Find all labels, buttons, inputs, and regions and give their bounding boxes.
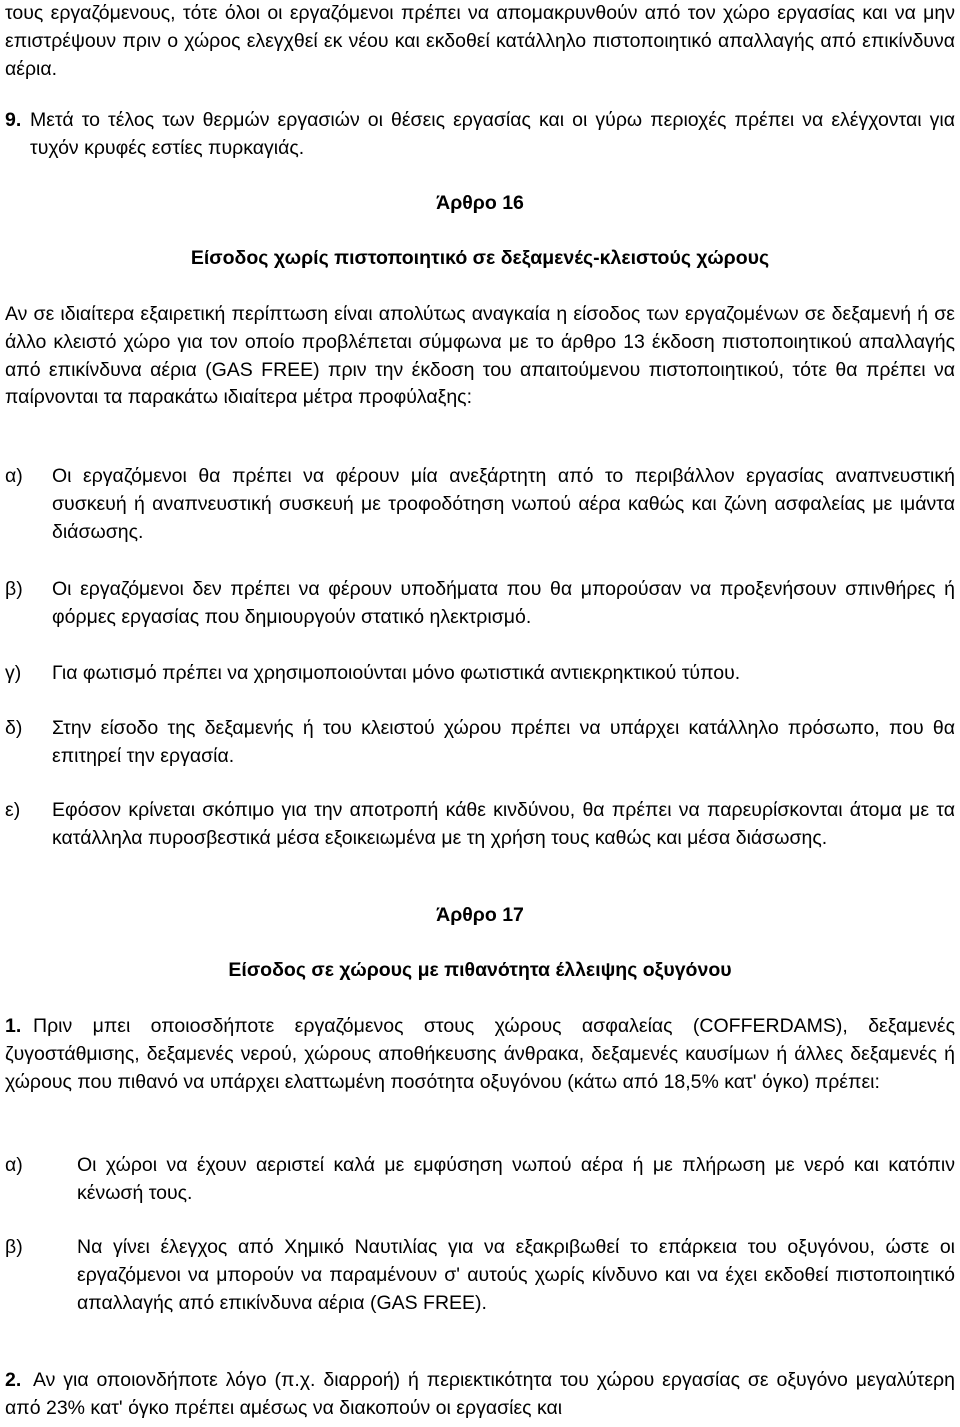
- article-17-item-b-text: Να γίνει έλεγχος από Χημικό Ναυτιλίας για να εξακριβωθεί το επάρκεια του οξυγόνου, ώστε οι εργαζόμενοι να μπορούν να παραμένουν σ' αυτούς χωρίς κίνδυνο και να έχει εκδοθεί πιστοποιητικό απαλλαγής από επικίνδυνα αέρια (GAS FREE).: [77, 1236, 955, 1314]
- article-16-item-c-text: Για φωτισμό πρέπει να χρησιμοποιούνται μόνο φωτιστικά αντιεκρηκτικού τύπου.: [52, 662, 741, 684]
- article-17-p2-text: Αν για οποιονδήποτε λόγο (π.χ. διαρροή) ή περιεκτικότητα του χώρου εργασίας σε οξυγόνο μεγαλύτερη από 23% κατ' όγκο πρέπει αμέσως να διακοπούν οι εργασίες και: [5, 1369, 955, 1419]
- article-16-heading: Άρθρο 16: [436, 192, 524, 214]
- article-16-item-e: [5, 797, 955, 853]
- article-16-item-a-text: Οι εργαζόμενοι θα πρέπει να φέρουν μία ανεξάρτητη από το περιβάλλον εργασίας αναπνευστική συσκευή ή αναπνευστική συσκευή με τροφοδότηση νωπού αέρα καθώς και ζώνη ασφαλείας με ιμάντα διάσωσης.: [52, 465, 955, 543]
- item-9-label: 9.: [5, 109, 22, 131]
- article-17-item-b-label: β): [5, 1236, 23, 1258]
- article-16-item-e-text: Εφόσον κρίνεται σκόπιμο για την αποτροπή κάθε κινδύνου, θα πρέπει να παρευρίσκονται άτομα με τα κατάλληλα πυροσβεστικά μέσα εξοικειωμένα με τη χρήση τους καθώς και μέσα διάσωσης.: [52, 799, 955, 849]
- article-17-paragraph-1: [5, 1013, 955, 1096]
- list-item-9: [5, 107, 955, 163]
- article-16-intro: [5, 301, 955, 412]
- intro-text: τους εργαζόμενους, τότε όλοι οι εργαζόμενοι πρέπει να απομακρυνθούν από τον χώρο εργασίας και να μην επιστρέψουν πριν ο χώρος ελεγχθεί εκ νέου και εκδοθεί κατάλληλο πιστοποιητικό απαλλαγής από επικίνδυνα αέρια.: [5, 2, 955, 80]
- article-17-paragraph-2: [5, 1367, 955, 1423]
- intro-paragraph: [5, 0, 955, 83]
- article-17-item-a: [5, 1152, 955, 1208]
- article-16-item-d-label: δ): [5, 717, 23, 739]
- article-16-item-b: [5, 576, 955, 632]
- article-16-item-a-label: α): [5, 465, 23, 487]
- article-16-item-a: [5, 463, 955, 546]
- item-9-text: Μετά το τέλος των θερμών εργασιών οι θέσεις εργασίας και οι γύρω περιοχές πρέπει να ελέγχονται για τυχόν κρυφές εστίες πυρκαγιάς.: [30, 109, 955, 159]
- article-16-item-d-text: Στην είσοδο της δεξαμενής ή του κλειστού χώρου πρέπει να υπάρχει κατάλληλο πρόσωπο, που θα επιτηρεί την εργασία.: [52, 717, 955, 767]
- article-16-item-b-label: β): [5, 578, 23, 600]
- article-17-p1-text: Πριν μπει οποιοσδήποτε εργαζόμενος στους χώρους ασφαλείας (COFFERDAMS), δεξαμενές ζυγοστάθμισης, δεξαμενές νερού, χώρους αποθήκευσης άνθρακα, δεξαμενές καυσίμων ή άλλες δεξαμενές ή χώρους που πιθανό να υπάρχει ελαττωμένη ποσότητα οξυγόνου (κάτω από 18,5% κατ' όγκο) πρέπει:: [5, 1015, 955, 1093]
- article-17-item-a-label: α): [5, 1154, 23, 1176]
- article-17-heading: Άρθρο 17: [436, 904, 524, 926]
- article-16-item-c-label: γ): [5, 662, 22, 684]
- article-16-intro-text: Αν σε ιδιαίτερα εξαιρετική περίπτωση είναι απολύτως αναγκαία η είσοδος των εργαζομένων σε δεξαμενή ή σε άλλο κλειστό χώρο για τον οποίο προβλέπεται σύμφωνα με το άρθρο 13 έκδοση πιστοποιητικού απαλλαγής από επικίνδυνα αέρια (GAS FREE) πριν την έκδοση του απαιτούμενου πιστοποιητικού, τότε θα πρέπει να παίρνονται τα παρακάτω ιδιαίτερα μέτρα προφύλαξης:: [5, 303, 955, 409]
- article-16-item-d: [5, 715, 955, 771]
- article-17-item-b: [5, 1234, 955, 1317]
- article-16-item-c: [5, 660, 955, 688]
- article-17-p2-label: 2.: [5, 1369, 22, 1391]
- article-16-title: Είσοδος χωρίς πιστοποιητικό σε δεξαμενές-κλειστούς χώρους: [190, 247, 770, 269]
- article-16-item-e-label: ε): [5, 799, 21, 821]
- article-17-item-a-text: Οι χώροι να έχουν αεριστεί καλά με εμφύσηση νωπού αέρα ή με πλήρωση με νερό και κατόπιν κένωσή τους.: [77, 1154, 955, 1204]
- article-16-item-b-text: Οι εργαζόμενοι δεν πρέπει να φέρουν υποδήματα που θα μπορούσαν να προξενήσουν σπινθήρες ή φόρμες εργασίας που δημιουργούν στατικό ηλεκτρισμό.: [52, 578, 955, 628]
- article-17-p1-label: 1.: [5, 1015, 22, 1037]
- article-17-title: Είσοδος σε χώρους με πιθανότητα έλλειψης οξυγόνου: [228, 959, 732, 981]
